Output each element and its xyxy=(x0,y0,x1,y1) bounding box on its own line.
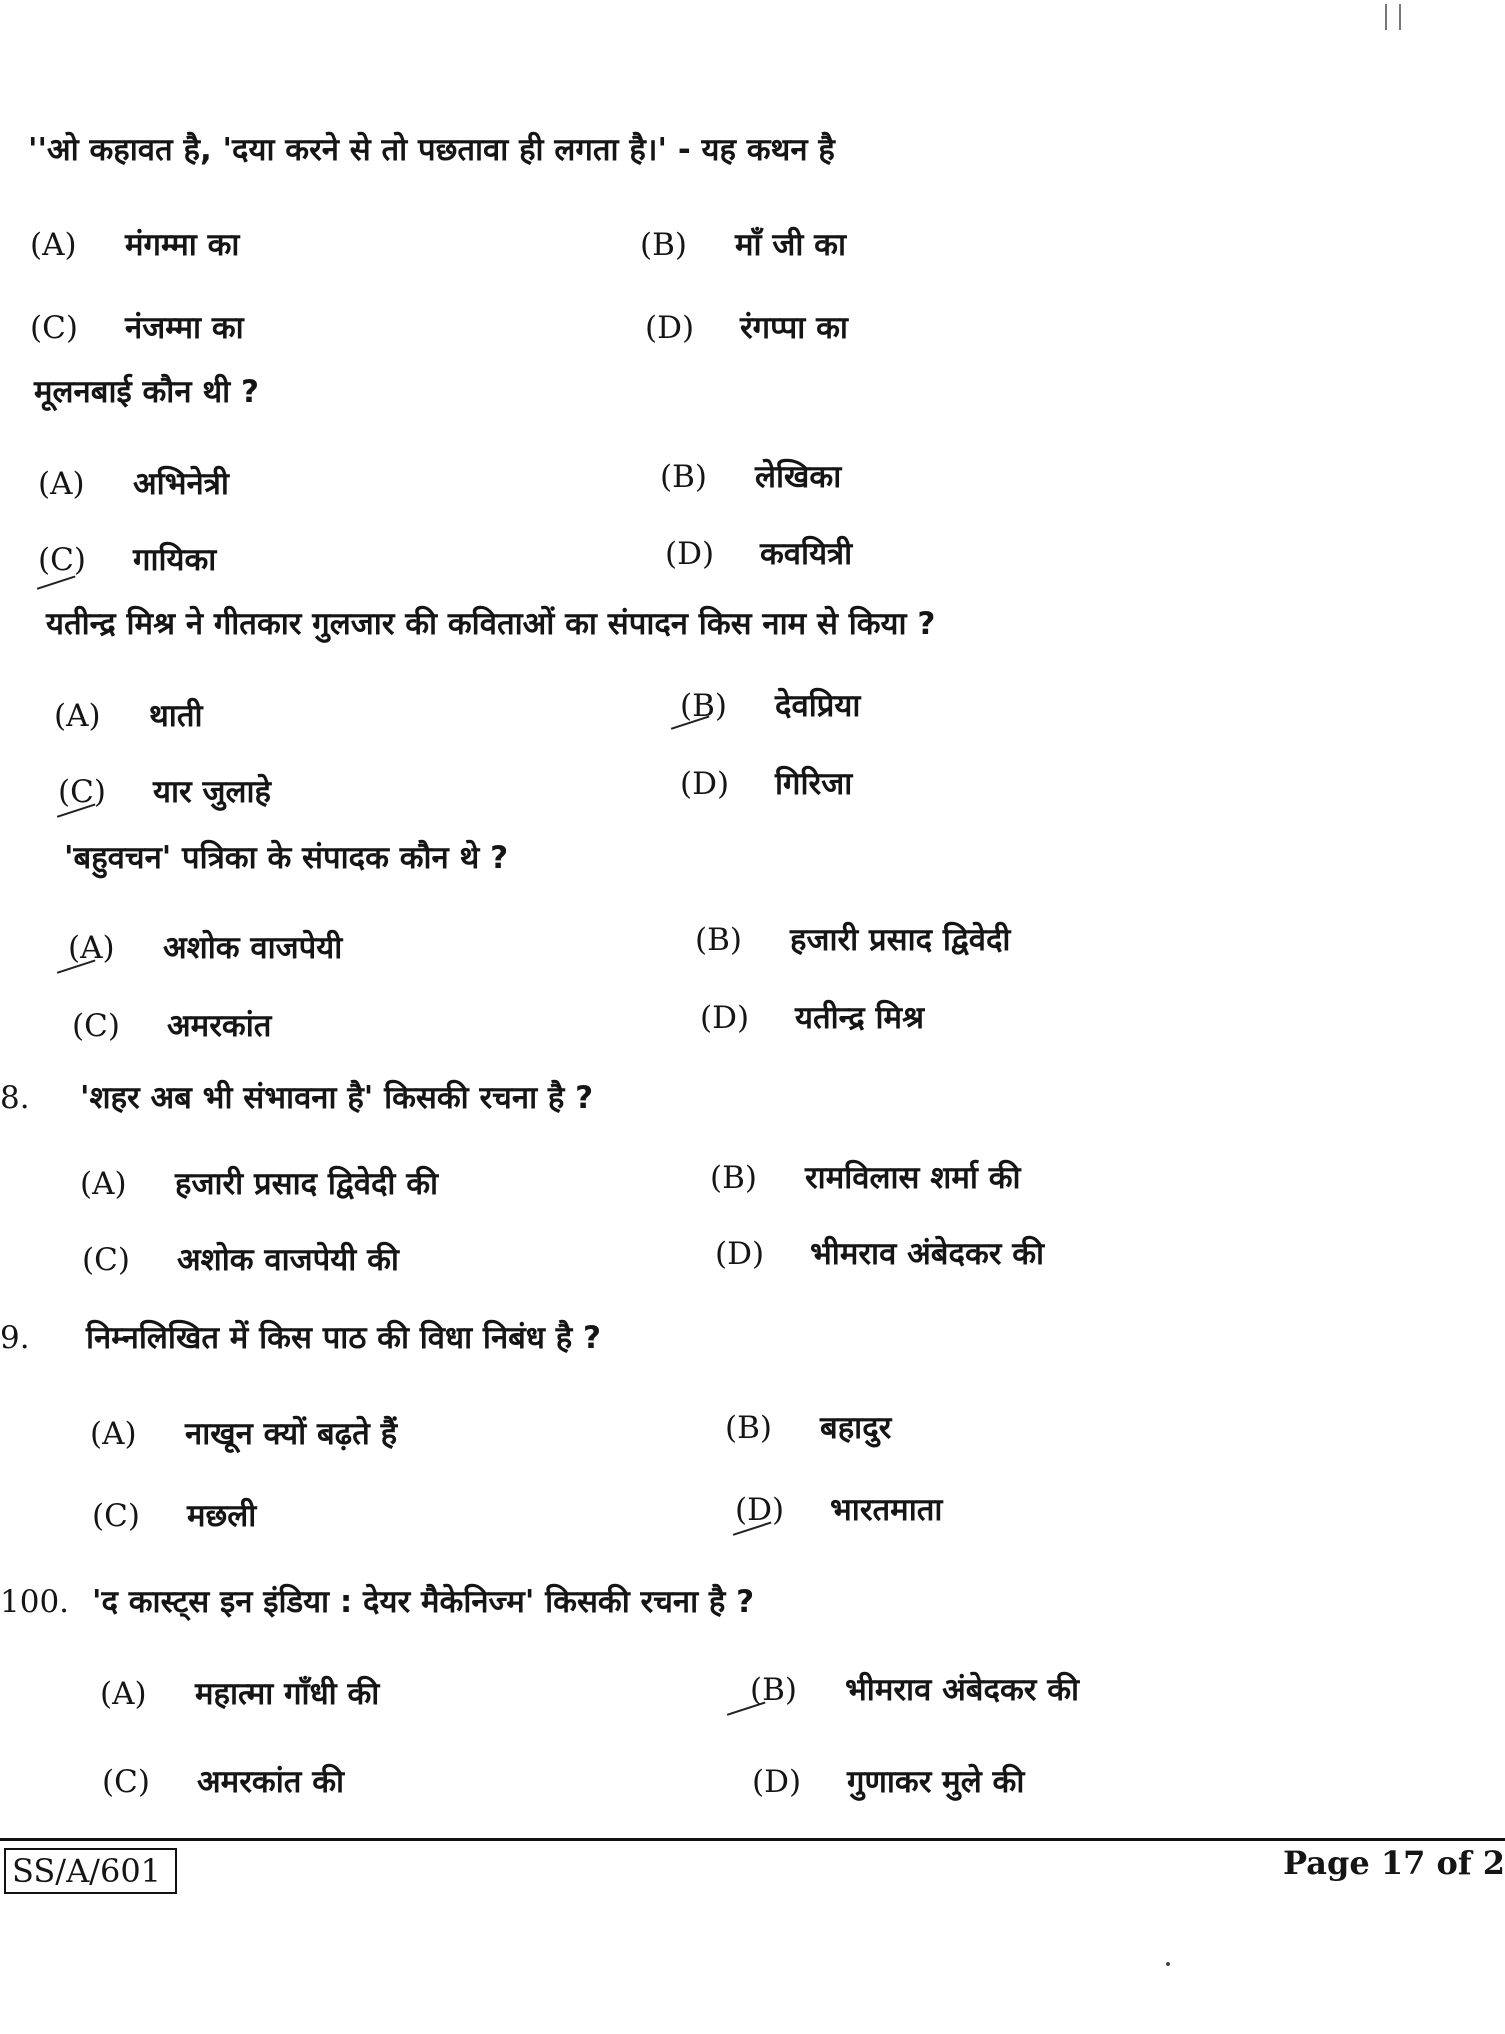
page-corner-marks xyxy=(1365,0,1475,36)
option-a xyxy=(30,225,239,265)
option-letter: (B) xyxy=(725,1410,772,1446)
option-letter: (A) xyxy=(80,1166,127,1202)
option-c xyxy=(102,1762,344,1802)
option-text: भारतमाता xyxy=(830,1492,943,1528)
option-letter: (A) xyxy=(100,1676,147,1712)
option-letter: (A) xyxy=(90,1416,137,1452)
option-text: नाखून क्यों बढ़ते हैं xyxy=(185,1416,398,1452)
option-letter: (B) xyxy=(710,1160,757,1196)
option-text: कवयित्री xyxy=(760,536,853,572)
option-c xyxy=(30,308,244,348)
option-letter: (D) xyxy=(752,1764,802,1800)
option-text: बहादुर xyxy=(820,1410,892,1446)
option-letter: (D) xyxy=(665,536,715,572)
option-text: नंजम्मा का xyxy=(125,310,244,346)
option-letter: (C) xyxy=(92,1498,140,1534)
option-b xyxy=(710,1158,1021,1198)
option-text: अशोक वाजपेयी की xyxy=(177,1242,399,1278)
option-text: रंगप्पा का xyxy=(740,310,848,346)
option-text: अभिनेत्री xyxy=(133,466,229,502)
option-letter: (B) xyxy=(750,1672,797,1708)
option-b xyxy=(725,1408,891,1448)
footer-rule xyxy=(0,1838,1505,1841)
option-letter: (A) xyxy=(38,466,85,502)
question-text: 'बहुवचन' पत्रिका के संपादक कौन थे ? xyxy=(64,840,509,876)
option-text: अमरकांत xyxy=(167,1008,272,1044)
option-letter: (A) xyxy=(30,227,77,263)
option-d xyxy=(680,764,852,804)
option-b xyxy=(660,457,841,497)
page-number: Page 17 of 2 xyxy=(1283,1844,1505,1882)
option-c xyxy=(82,1240,399,1280)
paper-code: SS/A/601 xyxy=(4,1848,177,1894)
option-text: थाती xyxy=(149,698,203,734)
option-text: गायिका xyxy=(133,542,217,578)
option-letter: (D) xyxy=(680,766,730,802)
option-text: भीमराव अंबेदकर की xyxy=(845,1672,1080,1708)
answer-tick-mark xyxy=(53,946,96,974)
option-letter: (D) xyxy=(715,1236,765,1272)
answer-tick-mark xyxy=(723,1688,766,1716)
question-text: 9. निम्नलिखित में किस पाठ की विधा निबंध है ? xyxy=(0,1320,601,1356)
option-text: अशोक वाजपेयी xyxy=(163,930,343,966)
scan-speck xyxy=(1166,1962,1170,1966)
option-text: गुणाकर मुले की xyxy=(847,1764,1025,1800)
option-letter: (C) xyxy=(58,774,106,810)
option-d xyxy=(752,1762,1024,1802)
question-text: 100. 'द कास्ट्स इन इंडिया : देयर मैकेनिज्म' किसकी रचना है ? xyxy=(0,1584,755,1620)
option-d xyxy=(715,1234,1044,1274)
question-number: 8. xyxy=(0,1080,30,1116)
option-letter: (C) xyxy=(38,542,86,578)
option-letter: (C) xyxy=(72,1008,120,1044)
option-letter: (A) xyxy=(54,698,101,734)
option-a xyxy=(54,696,203,736)
option-letter: (B) xyxy=(660,459,707,495)
option-text: गिरिजा xyxy=(775,766,853,802)
option-a xyxy=(68,928,342,968)
option-text: यतीन्द्र मिश्र xyxy=(795,1000,925,1036)
option-d xyxy=(645,308,848,348)
option-letter: (B) xyxy=(640,227,687,263)
question-text: 8. 'शहर अब भी संभावना है' किसकी रचना है ? xyxy=(0,1080,594,1116)
option-a xyxy=(100,1674,379,1714)
option-letter: (D) xyxy=(700,1000,750,1036)
option-d xyxy=(700,998,924,1038)
option-c xyxy=(92,1496,256,1536)
option-letter: (D) xyxy=(735,1492,785,1528)
question-text: मूलनबाई कौन थी ? xyxy=(34,374,259,410)
option-c xyxy=(72,1006,271,1046)
option-letter: (C) xyxy=(102,1764,150,1800)
option-d xyxy=(665,534,852,574)
option-text: मछली xyxy=(187,1498,257,1534)
option-letter: (D) xyxy=(645,310,695,346)
option-text: माँ जी का xyxy=(735,227,847,263)
option-text: मंगम्मा का xyxy=(125,227,240,263)
option-text: यार जुलाहे xyxy=(153,774,271,810)
question-text: ''ओ कहावत है, 'दया करने से तो पछतावा ही लगता है।' - यह कथन है xyxy=(28,132,835,168)
option-text: हजारी प्रसाद द्विवेदी की xyxy=(175,1166,439,1202)
option-a xyxy=(80,1164,438,1204)
option-letter: (B) xyxy=(695,922,742,958)
option-text: लेखिका xyxy=(755,459,842,495)
option-letter: (C) xyxy=(82,1242,130,1278)
option-text: देवप्रिया xyxy=(775,688,861,724)
question-number: 9. xyxy=(0,1320,30,1356)
option-text: महात्मा गाँधी की xyxy=(195,1676,380,1712)
option-text: अमरकांत की xyxy=(197,1764,345,1800)
option-letter: (C) xyxy=(30,310,78,346)
option-letter: (B) xyxy=(680,688,727,724)
question-number: 100. xyxy=(0,1584,70,1620)
option-text: हजारी प्रसाद द्विवेदी xyxy=(790,922,1011,958)
option-text: भीमराव अंबेदकर की xyxy=(810,1236,1045,1272)
option-a xyxy=(38,464,229,504)
question-text: यतीन्द्र मिश्र ने गीतकार गुलजार की कविताओं का संपादन किस नाम से किया ? xyxy=(46,606,936,642)
option-letter: (A) xyxy=(68,930,115,966)
option-b xyxy=(750,1670,1079,1710)
option-text: रामविलास शर्मा की xyxy=(805,1160,1021,1196)
option-b xyxy=(680,686,860,726)
option-b xyxy=(695,920,1010,960)
option-b xyxy=(640,225,846,265)
option-a xyxy=(90,1414,397,1454)
